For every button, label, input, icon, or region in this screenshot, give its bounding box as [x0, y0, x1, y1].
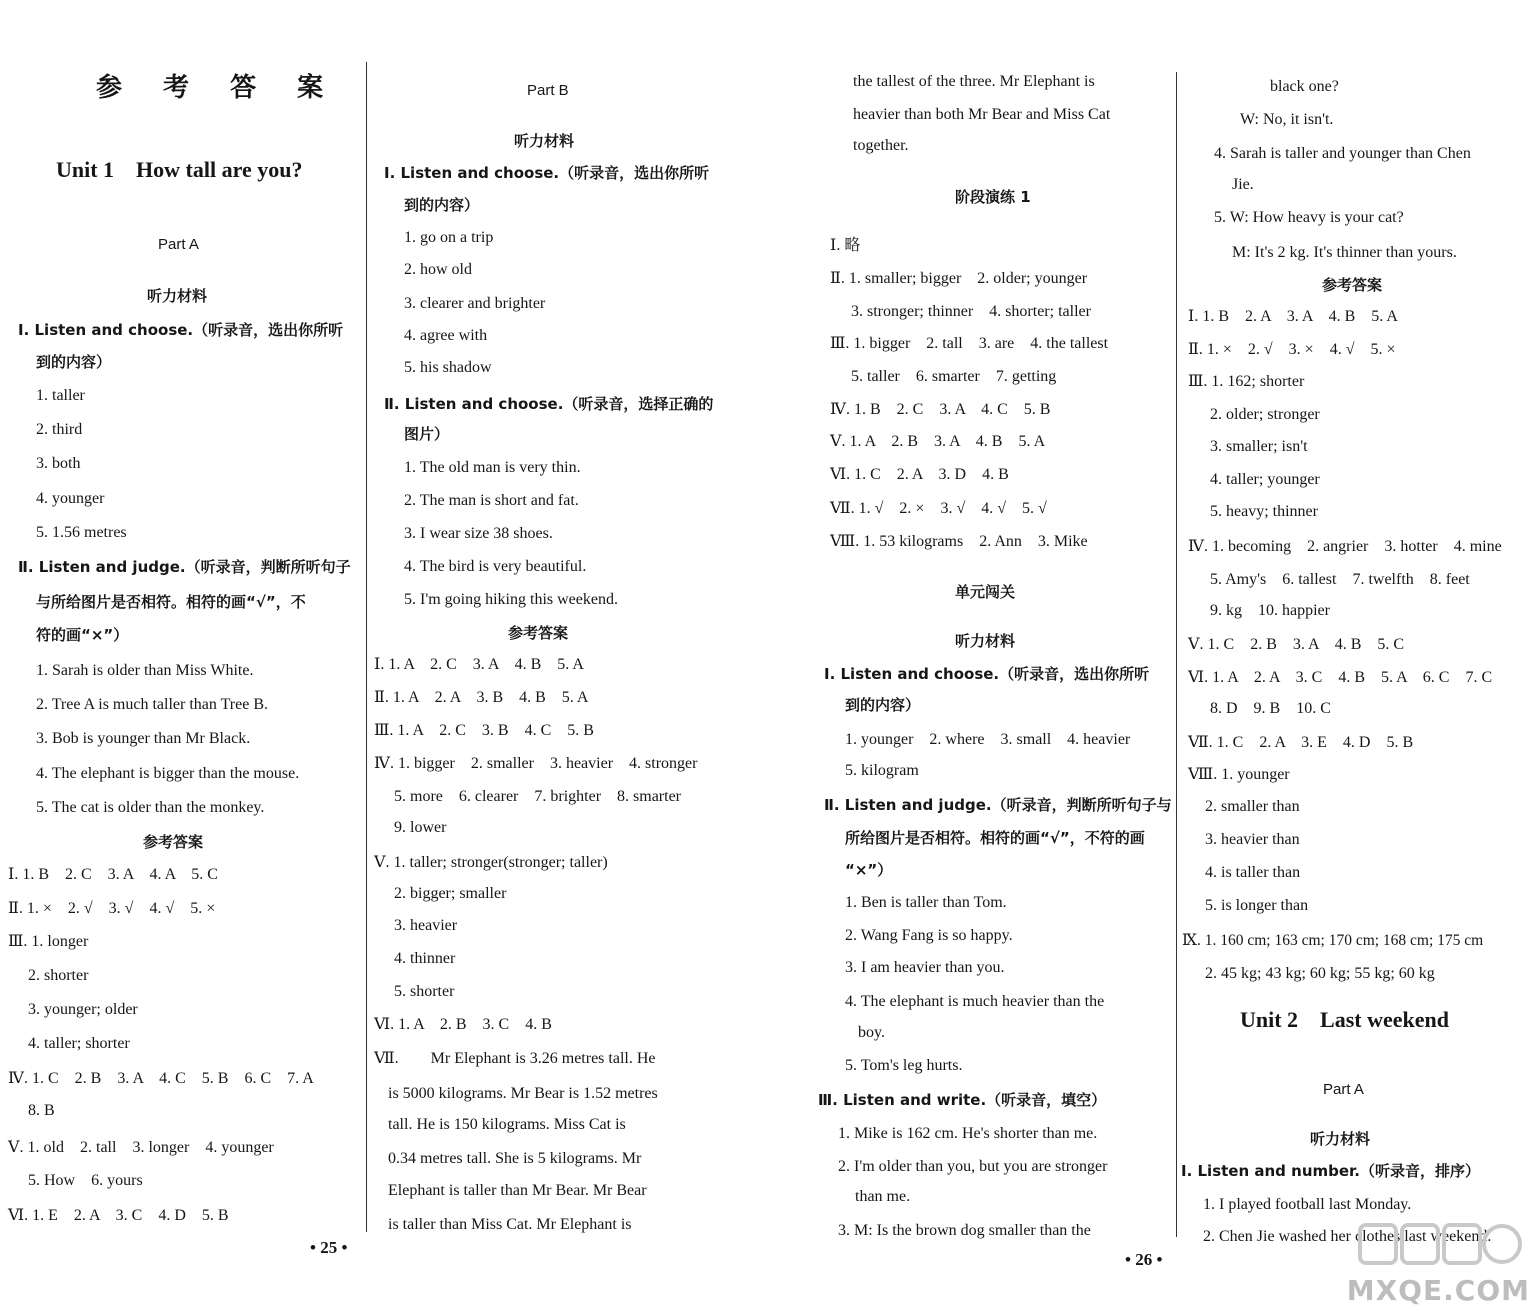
answer-line: Ⅵ. 1. E 2. A 3. C 4. D 5. B: [8, 1207, 229, 1224]
page-number-left: • 25 •: [310, 1238, 348, 1257]
question-heading-cont: 与所给图片是否相符。相符的画“√”，不: [36, 593, 306, 611]
list-item: 5. I'm going hiking this weekend.: [404, 591, 618, 608]
section-heading: 听力材料: [514, 132, 575, 150]
section-heading: 参考答案: [143, 833, 204, 851]
page-number-right: • 26 •: [1125, 1250, 1163, 1269]
list-item: 3. I am heavier than you.: [845, 959, 1005, 976]
question-heading-cont: 到的内容）: [36, 353, 112, 371]
list-item: 5. kilogram: [845, 762, 919, 779]
answer-line: Ⅷ. 1. 53 kilograms 2. Ann 3. Mike: [830, 533, 1088, 550]
question-heading: Ⅰ. Listen and choose.（听录音，选出你所听: [824, 665, 1150, 683]
list-item: 1. taller: [36, 387, 85, 404]
list-item: 4. The elephant is bigger than the mouse.: [36, 765, 300, 782]
page-title: 参 考 答 案: [96, 73, 340, 103]
answer-line: Ⅲ. 1. bigger 2. tall 3. are 4. the tallest: [830, 335, 1109, 352]
answer-line: Ⅱ. 1. × 2. √ 3. × 4. √ 5. ×: [1188, 341, 1396, 358]
question-heading: Ⅱ. Listen and judge.（听录音，判断所听句子与: [824, 796, 1172, 814]
part-heading: Part A: [158, 236, 199, 253]
list-item: 5. W: How heavy is your cat?: [1214, 209, 1404, 226]
section-heading: 参考答案: [1322, 276, 1383, 294]
answer-line: Ⅰ. 1. B 2. C 3. A 4. A 5. C: [8, 866, 218, 883]
list-item: 5. his shadow: [404, 359, 492, 376]
paragraph-line: Ⅶ. Mr Elephant is 3.26 metres tall. He: [374, 1050, 656, 1067]
paragraph-line: is taller than Miss Cat. Mr Elephant is: [388, 1216, 632, 1233]
section-heading: 听力材料: [147, 287, 208, 305]
list-item: 5. The cat is older than the monkey.: [36, 799, 265, 816]
paragraph-line: is 5000 kilograms. Mr Bear is 1.52 metres: [388, 1085, 658, 1102]
answer-line: Ⅲ. 1. longer: [8, 933, 89, 950]
answer-line: Ⅶ. 1. C 2. A 3. E 4. D 5. B: [1188, 734, 1414, 751]
answer-line: Ⅷ. 1. younger: [1188, 766, 1290, 783]
answer-line: Ⅴ. 1. C 2. B 3. A 4. B 5. C: [1188, 636, 1405, 653]
part-heading: Part B: [527, 82, 569, 99]
question-heading-cont: 所给图片是否相符。相符的画“√”，不符的画: [845, 829, 1145, 847]
answer-line: Ⅲ. 1. 162; shorter: [1188, 373, 1305, 390]
section-heading: 听力材料: [1310, 1130, 1371, 1148]
answer-line: 4. taller; younger: [1210, 471, 1320, 488]
unit-title: Unit 2 Last weekend: [1240, 1007, 1450, 1032]
section-heading: 参考答案: [508, 624, 569, 642]
paragraph-line: tall. He is 150 kilograms. Miss Cat is: [388, 1116, 626, 1133]
list-item: 1. go on a trip: [404, 229, 494, 246]
question-heading: Ⅲ. Listen and write.（听录音，填空）: [818, 1091, 1107, 1109]
answer-line: 5. heavy; thinner: [1210, 503, 1318, 520]
question-heading-cont: 符的画“×”）: [36, 626, 129, 644]
answer-line: 2. 45 kg; 43 kg; 60 kg; 55 kg; 60 kg: [1205, 965, 1435, 982]
paragraph-line: heavier than both Mr Bear and Miss Cat: [853, 106, 1111, 123]
list-item: 1. I played football last Monday.: [1203, 1196, 1412, 1213]
list-item: 2. Tree A is much taller than Tree B.: [36, 696, 268, 713]
list-item: boy.: [858, 1024, 885, 1041]
answer-line: 5. more 6. clearer 7. brighter 8. smarter: [394, 788, 682, 805]
column-divider: [366, 62, 367, 1232]
list-item: 4. Sarah is taller and younger than Chen: [1214, 145, 1471, 162]
answer-line: Ⅲ. 1. A 2. C 3. B 4. C 5. B: [374, 722, 594, 739]
list-item: 3. M: Is the brown dog smaller than the: [838, 1222, 1091, 1239]
answer-line: 3. heavier than: [1205, 831, 1300, 848]
list-item: 1. The old man is very thin.: [404, 459, 581, 476]
answer-line: 2. smaller than: [1205, 798, 1300, 815]
answer-line: 2. bigger; smaller: [394, 885, 507, 902]
answer-line: Ⅸ. 1. 160 cm; 163 cm; 170 cm; 168 cm; 175 cm: [1182, 932, 1484, 949]
list-item: 5. Tom's leg hurts.: [845, 1057, 963, 1074]
answer-line: 3. heavier: [394, 917, 458, 934]
column-divider: [1176, 72, 1177, 1237]
list-item: W: No, it isn't.: [1240, 111, 1334, 128]
answer-line: 2. older; stronger: [1210, 406, 1320, 423]
question-heading: Ⅱ. Listen and judge.（听录音，判断所听句子: [18, 558, 351, 576]
question-heading: Ⅰ. Listen and number.（听录音，排序）: [1181, 1162, 1480, 1180]
list-item: than me.: [855, 1188, 911, 1205]
paragraph-line: together.: [853, 137, 909, 154]
list-item: 1. Sarah is older than Miss White.: [36, 662, 254, 679]
answer-line: Ⅳ. 1. B 2. C 3. A 4. C 5. B: [830, 401, 1051, 418]
answer-line: 9. lower: [394, 819, 447, 836]
watermark-logo-icon: [1356, 1221, 1526, 1267]
answer-line: 4. taller; shorter: [28, 1035, 130, 1052]
list-item: 2. how old: [404, 261, 472, 278]
answer-line: Ⅵ. 1. A 2. A 3. C 4. B 5. A 6. C 7. C: [1188, 669, 1493, 686]
answer-line: Ⅴ. 1. taller; stronger(stronger; taller): [374, 854, 608, 871]
section-heading: 单元闯关: [955, 583, 1016, 601]
answer-line: Ⅱ. 1. A 2. A 3. B 4. B 5. A: [374, 689, 589, 706]
list-item: 4. The bird is very beautiful.: [404, 558, 587, 575]
watermark-text: MXQE.COM: [1346, 1274, 1530, 1307]
list-item: M: It's 2 kg. It's thinner than yours.: [1232, 244, 1457, 261]
list-item: Jie.: [1232, 176, 1254, 193]
answer-line: Ⅰ. 1. B 2. A 3. A 4. B 5. A: [1188, 308, 1398, 325]
list-item: 3. both: [36, 455, 81, 472]
list-item: 2. Chen Jie washed her clothes last weekend.: [1203, 1228, 1492, 1245]
list-item: 4. The elephant is much heavier than the: [845, 993, 1105, 1010]
list-item: 5. 1.56 metres: [36, 524, 127, 541]
list-item: 4. younger: [36, 490, 105, 507]
answer-line: Ⅴ. 1. old 2. tall 3. longer 4. younger: [8, 1139, 274, 1156]
list-item: 1. younger 2. where 3. small 4. heavier: [845, 731, 1131, 748]
list-item: 3. clearer and brighter: [404, 295, 546, 312]
question-heading: Ⅰ. Listen and choose.（听录音，选出你所听: [18, 321, 344, 339]
answer-line: 8. B: [28, 1102, 55, 1119]
answer-line: Ⅴ. 1. A 2. B 3. A 4. B 5. A: [830, 433, 1046, 450]
answer-line: 5. taller 6. smarter 7. getting: [851, 368, 1057, 385]
list-item: 4. agree with: [404, 327, 488, 344]
list-item: 1. Mike is 162 cm. He's shorter than me.: [838, 1125, 1098, 1142]
answer-line: Ⅳ. 1. becoming 2. angrier 3. hotter 4. mine: [1188, 538, 1502, 555]
answer-line: Ⅳ. 1. bigger 2. smaller 3. heavier 4. stronger: [374, 755, 698, 772]
question-heading-cont: “×”）: [845, 861, 893, 879]
question-heading-cont: 到的内容）: [404, 196, 480, 214]
answer-line: 5. Amy's 6. tallest 7. twelfth 8. feet: [1210, 571, 1470, 588]
answer-line: 5. is longer than: [1205, 897, 1309, 914]
paragraph-line: Elephant is taller than Mr Bear. Mr Bear: [388, 1182, 647, 1199]
answer-line: Ⅱ. 1. × 2. √ 3. √ 4. √ 5. ×: [8, 900, 216, 917]
answer-line: Ⅱ. 1. smaller; bigger 2. older; younger: [830, 270, 1088, 287]
part-heading: Part A: [1323, 1081, 1364, 1098]
answer-line: 5. shorter: [394, 983, 455, 1000]
answer-line: 3. younger; older: [28, 1001, 138, 1018]
answer-line: 4. thinner: [394, 950, 456, 967]
section-heading: 听力材料: [955, 632, 1016, 650]
list-item: 2. third: [36, 421, 83, 438]
section-heading: 阶段演练 1: [955, 188, 1031, 206]
answer-line: Ⅶ. 1. √ 2. × 3. √ 4. √ 5. √: [830, 500, 1047, 517]
list-item: black one?: [1270, 78, 1339, 95]
answer-line: Ⅵ. 1. C 2. A 3. D 4. B: [830, 466, 1009, 483]
answer-line: 3. smaller; isn't: [1210, 438, 1308, 455]
answer-line: 8. D 9. B 10. C: [1210, 700, 1331, 717]
answer-line: 9. kg 10. happier: [1210, 602, 1330, 619]
list-item: 2. I'm older than you, but you are stronger: [838, 1158, 1108, 1175]
question-heading: Ⅰ. Listen and choose.（听录音，选出你所听: [384, 164, 710, 182]
answer-line: 2. shorter: [28, 967, 89, 984]
list-item: 2. Wang Fang is so happy.: [845, 927, 1013, 944]
list-item: 2. The man is short and fat.: [404, 492, 579, 509]
list-item: 3. I wear size 38 shoes.: [404, 525, 553, 542]
question-heading: Ⅱ. Listen and choose.（听录音，选择正确的: [384, 395, 714, 413]
answer-line: 3. stronger; thinner 4. shorter; taller: [851, 303, 1091, 320]
answer-line: 5. How 6. yours: [28, 1172, 143, 1189]
list-item: 1. Ben is taller than Tom.: [845, 894, 1007, 911]
answer-line: Ⅵ. 1. A 2. B 3. C 4. B: [374, 1016, 552, 1033]
paragraph-line: the tallest of the three. Mr Elephant is: [853, 73, 1095, 90]
answer-line: 4. is taller than: [1205, 864, 1301, 881]
paragraph-line: 0.34 metres tall. She is 5 kilograms. Mr: [388, 1150, 642, 1167]
question-heading-cont: 图片）: [404, 425, 450, 443]
answer-line: Ⅳ. 1. C 2. B 3. A 4. C 5. B 6. C 7. A: [8, 1070, 314, 1087]
question-heading-cont: 到的内容）: [845, 696, 921, 714]
unit-title: Unit 1 How tall are you?: [56, 157, 303, 182]
answer-line: Ⅰ. 略: [830, 237, 861, 254]
answer-line: Ⅰ. 1. A 2. C 3. A 4. B 5. A: [374, 656, 584, 673]
list-item: 3. Bob is younger than Mr Black.: [36, 730, 251, 747]
